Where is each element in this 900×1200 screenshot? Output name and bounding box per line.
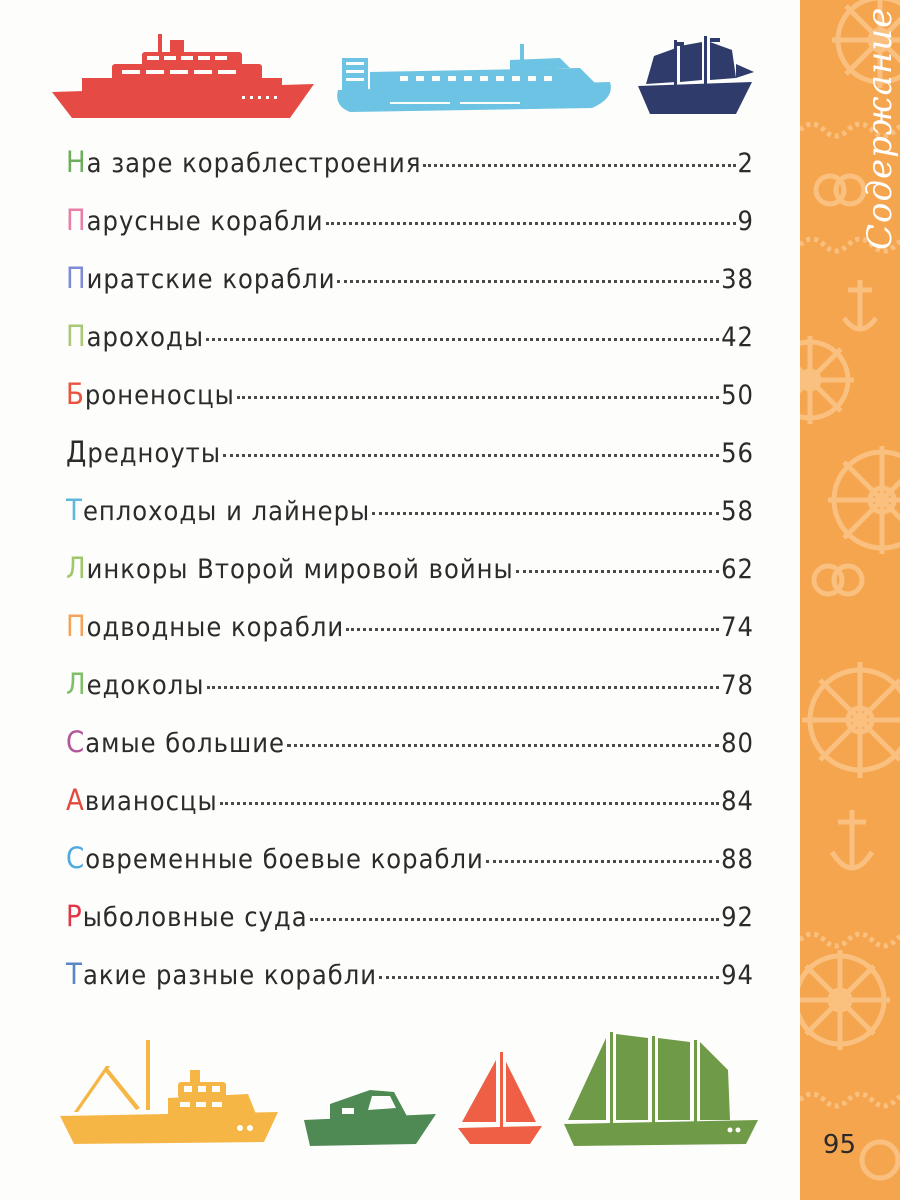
toc-dot-leader — [310, 918, 720, 921]
toc-entry-initial: Н — [66, 145, 87, 179]
toc-entry-initial: Б — [66, 377, 85, 411]
toc-dot-leader — [346, 628, 719, 631]
toc-entry-text: амые большие — [85, 728, 285, 759]
toc-entry-text: иратские корабли — [86, 264, 336, 295]
toc-entry-page: 56 — [721, 438, 754, 469]
toc-entry-page: 2 — [737, 148, 754, 179]
toc-entry — [66, 319, 754, 377]
toc-dot-leader — [516, 570, 719, 573]
toc-entry-page: 62 — [721, 554, 754, 585]
trawler-icon — [60, 1036, 280, 1148]
toc-entry-text: еплоходы и лайнеры — [82, 496, 371, 527]
toc-dot-leader — [372, 512, 719, 515]
toc-entry-initial: С — [66, 725, 86, 759]
toc-entry-title — [66, 493, 370, 527]
toc-entry-page: 38 — [721, 264, 754, 295]
sailboat-icon — [456, 1050, 546, 1148]
toc-entry — [66, 551, 754, 609]
toc-entry-text: редноуты — [87, 438, 222, 469]
toc-entry — [66, 841, 754, 899]
toc-entry — [66, 145, 754, 203]
toc-entry — [66, 667, 754, 725]
toc-entry-text: одводные корабли — [86, 612, 345, 643]
toc-entry-title — [66, 957, 377, 991]
cruise-ship-icon — [52, 34, 317, 122]
toc-dot-leader — [486, 860, 719, 863]
page-number: 95 — [822, 1130, 856, 1160]
toc-entry-text: едоколы — [86, 670, 205, 701]
speedboat-icon — [300, 1080, 440, 1148]
toc-dot-leader — [326, 222, 736, 225]
toc-entry-title — [66, 783, 218, 817]
toc-entry — [66, 435, 754, 493]
toc-entry-text: а заре кораблестроения — [86, 148, 422, 179]
toc-entry — [66, 899, 754, 957]
schooner-icon — [560, 1030, 760, 1150]
toc-entry-initial: А — [66, 783, 85, 817]
toc-entry — [66, 377, 754, 435]
toc-entry-title — [66, 551, 514, 585]
toc-entry-initial: Т — [66, 957, 83, 991]
toc-entry-page: 80 — [721, 728, 754, 759]
toc-entry-title — [66, 609, 344, 643]
section-title: Содержание — [860, 6, 900, 250]
toc-entry-initial: П — [66, 319, 87, 353]
toc-entry-text: ароходы — [86, 322, 205, 353]
toc-dot-leader — [287, 744, 719, 747]
toc-entry-title — [66, 667, 205, 701]
toc-entry — [66, 609, 754, 667]
toc-entry-text: роненосцы — [84, 380, 235, 411]
toc-entry — [66, 493, 754, 551]
toc-entry-page: 74 — [721, 612, 754, 643]
toc-entry-page: 78 — [721, 670, 754, 701]
galleon-icon — [636, 34, 756, 120]
toc-entry — [66, 783, 754, 841]
toc-entry-page: 50 — [721, 380, 754, 411]
toc-dot-leader — [206, 338, 719, 341]
toc-entry-initial: Л — [66, 667, 87, 701]
toc-entry-page: 58 — [721, 496, 754, 527]
toc-entry-title — [66, 377, 235, 411]
toc-entry-initial: Р — [66, 899, 83, 933]
table-of-contents — [66, 145, 754, 1015]
toc-dot-leader — [337, 280, 719, 283]
section-side-tab — [800, 0, 900, 1200]
toc-entry-text: арусные корабли — [86, 206, 324, 237]
toc-dot-leader — [237, 396, 719, 399]
toc-entry-text: овременные боевые корабли — [85, 844, 484, 875]
toc-entry-text: акие разные корабли — [82, 960, 378, 991]
toc-entry-page: 84 — [721, 786, 754, 817]
toc-entry-page: 92 — [721, 902, 754, 933]
toc-entry-title — [66, 261, 335, 295]
toc-entry-title — [66, 145, 421, 179]
toc-entry-text: инкоры Второй мировой войны — [86, 554, 514, 585]
toc-entry-text: вианосцы — [84, 786, 218, 817]
toc-entry-initial: П — [66, 261, 87, 295]
toc-entry-text: ыболовные суда — [82, 902, 308, 933]
toc-entry-page: 9 — [737, 206, 754, 237]
toc-entry-initial: Т — [66, 493, 83, 527]
toc-dot-leader — [423, 164, 735, 167]
toc-dot-leader — [220, 802, 719, 805]
toc-dot-leader — [223, 454, 719, 457]
toc-entry-initial: С — [66, 841, 86, 875]
toc-entry-page: 88 — [721, 844, 754, 875]
toc-dot-leader — [207, 686, 720, 689]
toc-entry — [66, 203, 754, 261]
toc-entry-page: 42 — [721, 322, 754, 353]
hovercraft-icon — [330, 40, 620, 120]
toc-entry-initial: Л — [66, 551, 87, 585]
toc-entry-title — [66, 841, 484, 875]
toc-entry-title — [66, 319, 204, 353]
toc-entry-initial: П — [66, 609, 87, 643]
toc-entry-title — [66, 899, 308, 933]
toc-entry-page: 94 — [721, 960, 754, 991]
toc-entry — [66, 725, 754, 783]
toc-entry-initial: Д — [66, 435, 88, 469]
toc-entry-initial: П — [66, 203, 87, 237]
toc-entry-title — [66, 725, 285, 759]
toc-dot-leader — [379, 976, 719, 979]
toc-entry — [66, 261, 754, 319]
toc-entry — [66, 957, 754, 1015]
toc-entry-title — [66, 435, 221, 469]
toc-entry-title — [66, 203, 324, 237]
